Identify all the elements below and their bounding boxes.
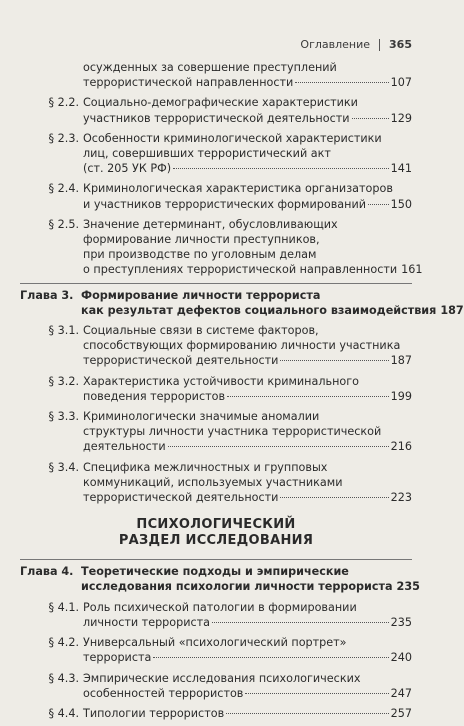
entry-title-line: Социально-демографические характеристики [83,96,358,110]
entry-page-number: 247 [390,686,412,700]
entry-title-line: Социальные связи в системе факторов, [83,324,319,338]
dot-leader [227,396,389,397]
toc-entry[interactable] [20,323,412,369]
entry-title [83,671,412,701]
section-number: § 4.2. [48,636,79,650]
running-header-title: Оглавление [300,38,371,51]
entry-title-line: террористической направленности [83,76,294,90]
entry-title [83,374,412,404]
entry-page-number: 216 [390,440,412,454]
dot-leader [173,168,389,169]
entry-title-line: Формирование личности террориста [81,288,321,302]
dot-leader [280,360,388,361]
toc-part-psychological [20,559,420,721]
entry-title-line: особенностей террористов [83,686,244,700]
entry-title-line: коммуникаций, используемых участниками [83,475,343,489]
entry-title-line: Криминологически значимые аномалии [83,410,320,424]
section-title-line: РАЗДЕЛ ИССЛЕДОВАНИЯ [118,533,314,549]
entry-page-number: 150 [390,197,412,211]
dot-leader [295,82,388,83]
entry-title-line: структуры личности участника террористической [83,425,382,439]
toc-entry[interactable] [20,635,412,665]
toc-chapter-entry[interactable] [20,564,420,594]
entry-page-number: 235 [390,615,412,629]
entry-title [83,600,412,630]
entry-page-number: 240 [390,651,412,665]
entry-title [83,60,412,90]
entry-title-line: как результат дефектов социального взаимодействия [81,303,437,317]
section-number: § 4.3. [48,671,79,685]
entry-title-line: способствующих формированию личности участника [83,339,401,353]
toc-entry[interactable] [20,131,412,177]
entry-title-line: при производстве по уголовным делам [83,248,317,262]
entry-title-line: и участников террористических формирований [83,197,366,211]
entry-title [83,181,412,211]
entry-title-line: деятельности [83,440,166,454]
toc-chapter-entry[interactable] [20,288,464,318]
entry-title-line: Особенности криминологической характеристики [83,131,382,145]
toc-entry[interactable] [20,217,423,278]
toc-entry[interactable] [20,600,412,630]
table-of-contents [20,60,464,726]
entry-title-line: личности террориста [83,615,211,629]
chapter-number: Глава 4. [20,565,74,579]
entry-title-line: поведения террористов [83,389,226,403]
section-number: § 2.3. [48,131,79,145]
entry-title-line: лиц, совершивших террористический акт [83,147,331,161]
entry-title [81,564,420,594]
entry-title [83,409,412,455]
section-number: § 4.4. [48,706,79,720]
header-divider [379,39,380,51]
dot-leader [212,622,389,623]
toc-entry[interactable] [20,181,412,211]
section-number: § 4.1. [48,600,79,614]
entry-title [83,706,412,721]
running-header [300,38,412,51]
dot-leader [168,446,389,447]
entry-title [83,323,412,369]
dot-leader [368,204,389,205]
entry-title-line: Специфика межличностных и групповых [83,460,328,474]
entry-title [83,460,412,506]
section-number: § 3.2. [48,374,79,388]
entry-title-line: (ст. 205 УК РФ) [83,162,172,176]
entry-title-line: террориста [83,651,152,665]
dot-leader [245,693,388,694]
entry-page-number: 199 [390,389,412,403]
entry-title-line: Значение детерминант, обусловливающих [83,217,338,231]
dot-leader [352,118,389,119]
chapter-divider [20,559,412,560]
section-title [20,517,412,549]
entry-title [83,95,412,125]
entry-title [81,288,464,318]
dot-leader [226,713,388,714]
section-number: § 3.1. [48,324,79,338]
entry-page-number: 161 [401,263,423,277]
toc-entry[interactable] [20,671,412,701]
entry-title-line: Теоретические подходы и эмпирические [81,565,349,579]
entry-title [83,131,412,177]
toc-entry[interactable] [20,95,412,125]
toc-part-criminological [20,60,464,505]
section-number: § 2.5. [48,217,79,231]
entry-title [83,217,423,278]
chapter-divider [20,283,412,284]
entry-title-line: Роль психической патологии в формировании [83,600,357,614]
entry-title-line: Криминологическая характеристика организаторов [83,182,393,196]
entry-title-line: исследования психологии личности террориста [81,580,393,594]
entry-title-line: Характеристика устойчивости криминального [83,374,359,388]
toc-entry[interactable] [20,706,412,721]
entry-page-number: 107 [390,76,412,90]
entry-page-number: 223 [390,491,412,505]
entry-title-line: Типологии террористов [83,706,225,720]
dot-leader [153,657,388,658]
section-number: § 2.2. [48,96,79,110]
entry-page-number: 141 [390,162,412,176]
entry-title-line: осужденных за совершение преступлений [83,61,337,74]
toc-entry[interactable] [20,374,412,404]
toc-entry[interactable] [20,409,412,455]
entry-title [83,635,412,665]
entry-title-line: Эмпирические исследования психологических [83,671,361,685]
page-number: 365 [389,38,412,51]
entry-page-number: 187 [390,354,412,368]
entry-title-line: Универсальный «психологический портрет» [83,636,347,650]
entry-page-number: 235 [396,580,420,594]
section-number: § 3.3. [48,410,79,424]
entry-title-line: участников террористической деятельности [83,111,350,125]
entry-title-line: о преступлениях террористической направленности [83,263,398,277]
chapter-number: Глава 3. [20,288,74,302]
entry-title-line: формирование личности преступников, [83,233,320,247]
section-title-line: ПСИХОЛОГИЧЕСКИЙ [136,517,296,533]
section-number: § 2.4. [48,182,79,196]
toc-entry[interactable] [20,460,412,506]
entry-title-line: террористической деятельности [83,491,279,505]
section-number: § 3.4. [48,460,79,474]
toc-entry[interactable] [20,60,412,90]
entry-page-number: 257 [390,706,412,720]
entry-page-number: 129 [390,111,412,125]
section-number [20,60,83,90]
entry-page-number: 187 [440,303,464,317]
dot-leader [280,497,388,498]
entry-title-line: террористической деятельности [83,354,279,368]
